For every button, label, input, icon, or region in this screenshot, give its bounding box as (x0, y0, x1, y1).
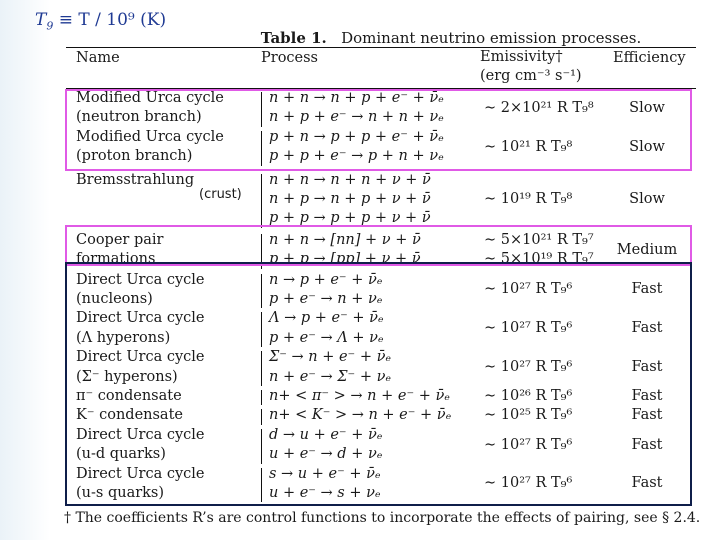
row-emissivity: ∼ 5×10²¹ R T₉⁷ (484, 231, 594, 248)
header-name: Name (76, 50, 120, 66)
crust-annotation: (crust) (199, 187, 242, 202)
row-efficiency: Slow (629, 138, 665, 155)
row-process: p + p → p + p + ν + ν̄ (269, 210, 431, 227)
header-process: Process (261, 50, 319, 66)
row-process: p + p + e⁻ → p + n + νₑ (269, 148, 444, 165)
row-process: s → u + e⁻ + ν̄ₑ (269, 465, 381, 482)
row-efficiency: Medium (616, 241, 678, 258)
row-efficiency: Fast (631, 358, 663, 375)
row-emissivity: ∼ 10²⁷ R T₉⁶ (484, 320, 573, 337)
row-process: n + p + e⁻ → n + n + νₑ (269, 109, 444, 126)
row-process: n+ < K⁻ > → n + e⁻ + ν̄ₑ (269, 407, 452, 424)
row-name: Direct Urca cycle (76, 349, 205, 366)
row-name: Direct Urca cycle (76, 310, 205, 327)
row-efficiency: Slow (629, 191, 665, 207)
row-process: Σ⁻ → n + e⁻ + ν̄ₑ (269, 349, 392, 366)
slide-side-strip (0, 0, 50, 540)
row-process: p + p → [pp] + ν + ν̄ (269, 251, 421, 268)
row-emissivity: ∼ 10²⁷ R T₉⁶ (484, 281, 573, 298)
row-process: p + e⁻ → n + νₑ (269, 291, 383, 307)
highlight-modified-urca (65, 89, 692, 171)
row-process: n + e⁻ → Σ⁻ + νₑ (269, 368, 392, 385)
table-footnote: † The coefficients R’s are control functions to incorporate the effects of pairing, see § 2.4. (64, 510, 701, 526)
row-emissivity: ∼ 10²⁷ R T₉⁶ (484, 436, 573, 453)
row-name: K⁻ condensate (76, 407, 183, 424)
row-name: formations (76, 251, 156, 268)
row-emissivity: ∼ 10²⁷ R T₉⁶ (484, 475, 573, 492)
row-name: (Σ⁻ hyperons) (76, 368, 178, 385)
top-rule (66, 47, 696, 48)
row-emissivity: ∼ 10²⁵ R T₉⁶ (484, 407, 573, 424)
row-process: n+ < π⁻ > → n + e⁻ + ν̄ₑ (269, 388, 450, 404)
row-efficiency: Fast (631, 281, 663, 298)
row-process: d → u + e⁻ + ν̄ₑ (269, 426, 383, 443)
header-emissivity: Emissivity† (480, 49, 563, 65)
row-process: n + n → n + p + e⁻ + ν̄ₑ (269, 90, 444, 106)
row-emissivity: ∼ 10²⁶ R T₉⁶ (484, 388, 573, 404)
row-process: p + n → p + p + e⁻ + ν̄ₑ (269, 128, 444, 145)
row-emissivity: ∼ 2×10²¹ R T₉⁸ (484, 99, 594, 116)
row-name: (u-d quarks) (76, 446, 166, 463)
header-efficiency: Efficiency (613, 50, 686, 66)
row-process: n + n → n + n + ν + ν̄ (269, 171, 431, 188)
row-name: (nucleons) (76, 291, 153, 307)
header-emissivity-units: (erg cm⁻³ s⁻¹) (480, 68, 582, 84)
row-process: u + e⁻ → d + νₑ (269, 446, 383, 463)
row-process: n + p → n + p + ν + ν̄ (269, 191, 431, 207)
highlight-cooper-pair (65, 225, 692, 266)
row-name: Modified Urca cycle (76, 90, 224, 106)
row-name: (neutron branch) (76, 109, 202, 126)
row-efficiency: Fast (631, 320, 663, 337)
row-emissivity: ∼ 5×10¹⁹ R T₉⁷ (484, 251, 594, 268)
row-name: (Λ hyperons) (76, 329, 171, 346)
row-efficiency: Fast (631, 475, 663, 492)
row-name: Direct Urca cycle (76, 426, 205, 443)
row-efficiency: Fast (631, 407, 663, 424)
slide-label-t9: $T_9 \equiv T / 10^9$ (K) (35, 10, 167, 33)
row-process: p + e⁻ → Λ + νₑ (269, 329, 384, 346)
row-name: (proton branch) (76, 148, 193, 165)
row-name: Cooper pair (76, 231, 164, 248)
row-process: n → p + e⁻ + ν̄ₑ (269, 271, 383, 288)
table-caption: Table 1. Dominant neutrino emission processes. (260, 29, 642, 47)
row-efficiency: Slow (629, 99, 665, 116)
row-name: Direct Urca cycle (76, 271, 205, 288)
highlight-fast-processes (65, 262, 692, 506)
row-efficiency: Fast (631, 436, 663, 453)
row-name: Modified Urca cycle (76, 128, 224, 145)
row-efficiency: Fast (631, 388, 663, 404)
row-name: Bremsstrahlung (76, 171, 195, 188)
row-name: Direct Urca cycle (76, 465, 205, 482)
row-name: π⁻ condensate (76, 388, 182, 404)
process-bar (261, 174, 262, 228)
row-emissivity: ∼ 10²⁷ R T₉⁶ (484, 358, 573, 375)
row-process: n + n → [nn] + ν + ν̄ (269, 231, 421, 248)
row-emissivity: ∼ 10²¹ R T₉⁸ (484, 138, 573, 155)
row-name: (u-s quarks) (76, 485, 165, 501)
row-process: u + e⁻ → s + νₑ (269, 485, 381, 501)
row-process: Λ → p + e⁻ + ν̄ₑ (269, 310, 384, 327)
row-emissivity: ∼ 10¹⁹ R T₉⁸ (484, 191, 573, 207)
